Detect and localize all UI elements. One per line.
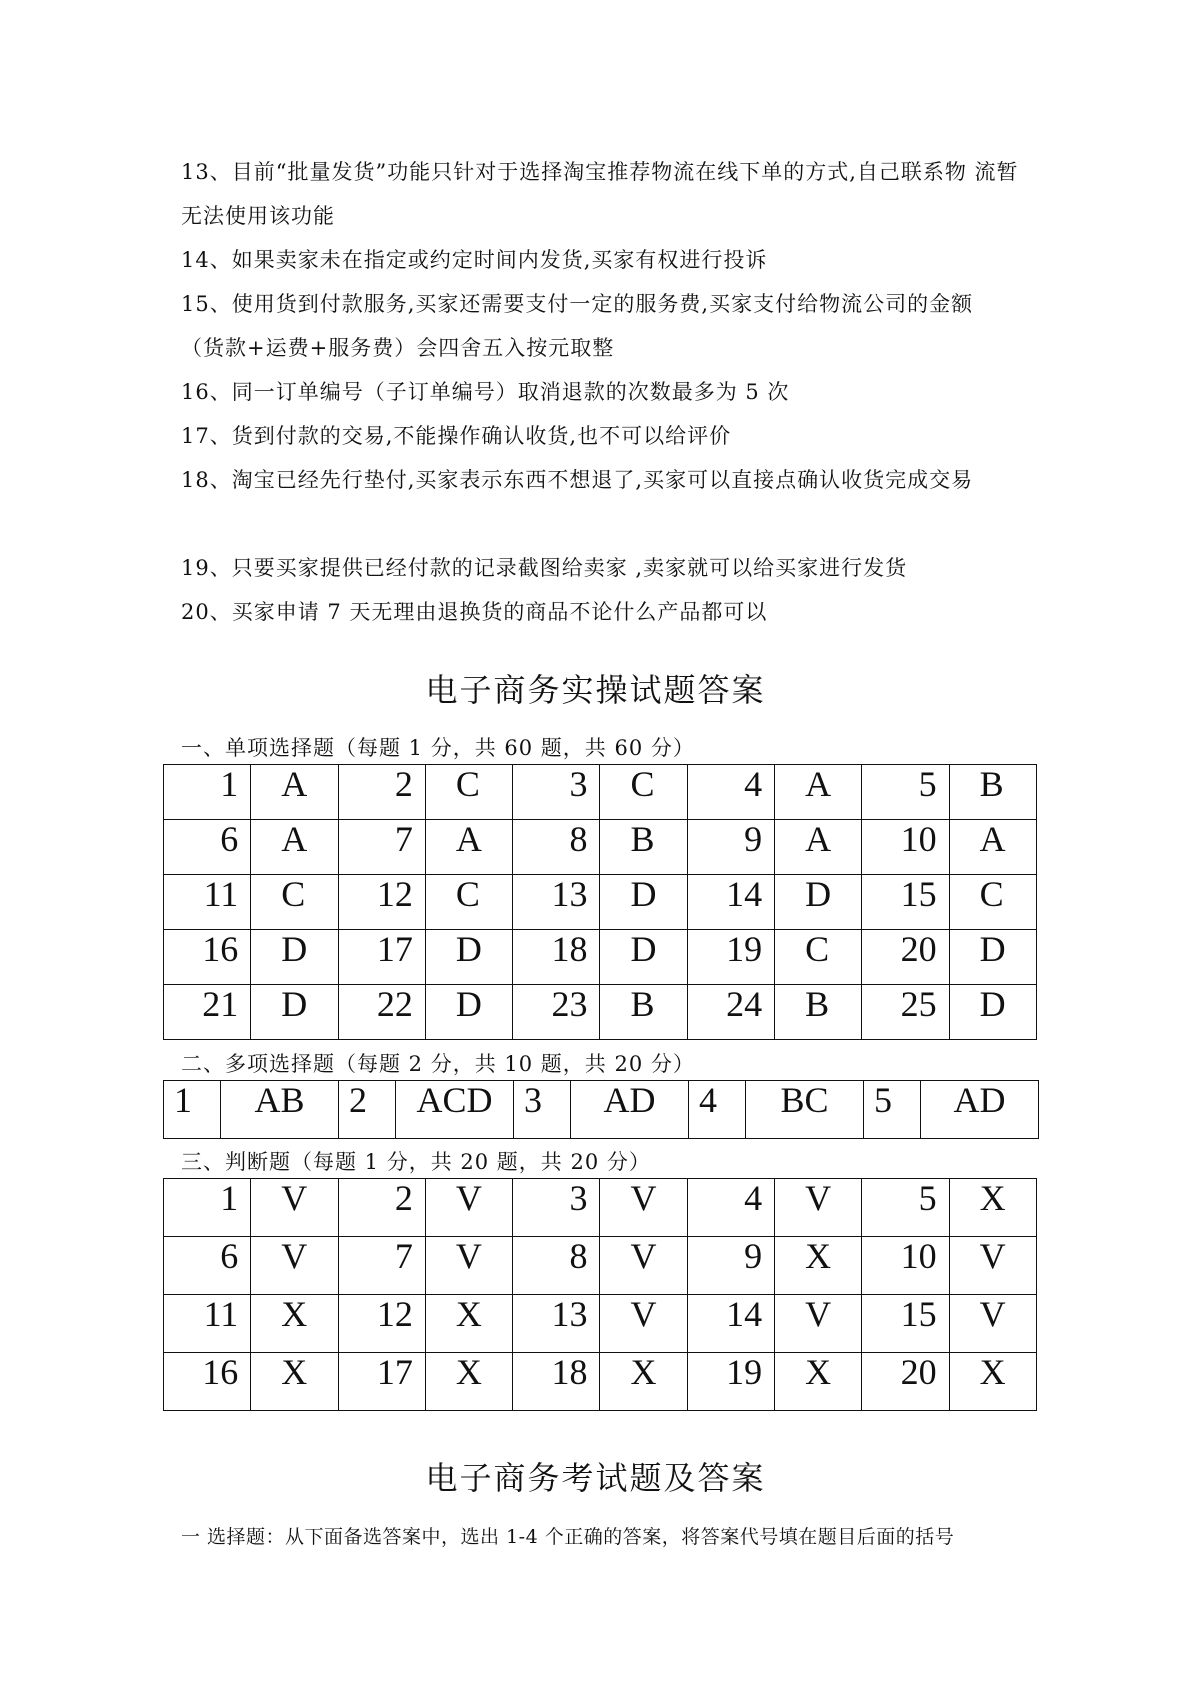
question-17: 17、货到付款的交易,不能操作确认收货,也不可以给评价 bbox=[181, 424, 732, 448]
answer-value: AD bbox=[921, 1081, 1039, 1139]
answer-value: A bbox=[425, 820, 512, 875]
question-number: 3 bbox=[513, 1179, 600, 1237]
answer-value: A bbox=[251, 820, 338, 875]
answer-value: X bbox=[251, 1295, 338, 1353]
answer-value: AD bbox=[571, 1081, 689, 1139]
question-number: 4 bbox=[687, 765, 774, 820]
answer-value: X bbox=[949, 1179, 1036, 1237]
answer-value: X bbox=[775, 1237, 862, 1295]
answer-value: X bbox=[600, 1353, 687, 1411]
answer-row bbox=[164, 1237, 1037, 1295]
answer-value: A bbox=[949, 820, 1036, 875]
answer-value: D bbox=[600, 930, 687, 985]
answer-value: X bbox=[425, 1295, 512, 1353]
question-number: 1 bbox=[164, 1081, 221, 1139]
question-number: 1 bbox=[164, 1179, 251, 1237]
question-19: 19、只要买家提供已经付款的记录截图给卖家 ,卖家就可以给买家进行发货 bbox=[181, 556, 908, 580]
answer-row bbox=[164, 765, 1037, 820]
question-number: 5 bbox=[862, 765, 949, 820]
question-number: 12 bbox=[338, 875, 425, 930]
question-number: 11 bbox=[164, 875, 251, 930]
answer-value: B bbox=[600, 820, 687, 875]
answer-row bbox=[164, 1353, 1037, 1411]
multiple-choice-answer-table bbox=[163, 1080, 1039, 1139]
true-false-heading: 三、判断题（每题 1 分，共 20 题，共 20 分） bbox=[181, 1150, 651, 1174]
question-number: 2 bbox=[338, 1179, 425, 1237]
answer-row bbox=[164, 820, 1037, 875]
answer-value: V bbox=[600, 1237, 687, 1295]
question-number: 18 bbox=[513, 930, 600, 985]
answer-value: V bbox=[425, 1179, 512, 1237]
single-choice-answer-table bbox=[163, 764, 1037, 1040]
answer-value: D bbox=[600, 875, 687, 930]
answer-value: V bbox=[600, 1295, 687, 1353]
question-number: 16 bbox=[164, 930, 251, 985]
answer-row bbox=[164, 1081, 1039, 1139]
answer-row bbox=[164, 1295, 1037, 1353]
question-number: 7 bbox=[338, 820, 425, 875]
answer-value: D bbox=[425, 930, 512, 985]
answer-value: D bbox=[251, 930, 338, 985]
answer-value: A bbox=[775, 765, 862, 820]
question-number: 6 bbox=[164, 820, 251, 875]
question-number: 1 bbox=[164, 765, 251, 820]
question-number: 2 bbox=[338, 765, 425, 820]
answer-value: C bbox=[425, 765, 512, 820]
question-number: 13 bbox=[513, 1295, 600, 1353]
question-number: 25 bbox=[862, 985, 949, 1040]
question-number: 21 bbox=[164, 985, 251, 1040]
answer-value: B bbox=[775, 985, 862, 1040]
question-number: 15 bbox=[862, 1295, 949, 1353]
answer-value: D bbox=[251, 985, 338, 1040]
answer-value: V bbox=[251, 1237, 338, 1295]
question-number: 3 bbox=[513, 765, 600, 820]
question-20: 20、买家申请 7 天无理由退换货的商品不论什么产品都可以 bbox=[181, 600, 768, 624]
answer-value: A bbox=[775, 820, 862, 875]
answer-value: V bbox=[775, 1179, 862, 1237]
answer-value: X bbox=[251, 1353, 338, 1411]
answer-value: V bbox=[425, 1237, 512, 1295]
single-choice-heading: 一、单项选择题（每题 1 分，共 60 题，共 60 分） bbox=[181, 736, 695, 760]
answer-value: V bbox=[600, 1179, 687, 1237]
answer-value: X bbox=[775, 1353, 862, 1411]
question-number: 5 bbox=[864, 1081, 921, 1139]
question-number: 19 bbox=[687, 1353, 774, 1411]
answer-value: V bbox=[949, 1295, 1036, 1353]
question-number: 12 bbox=[338, 1295, 425, 1353]
answer-row bbox=[164, 1179, 1037, 1237]
question-number: 10 bbox=[862, 820, 949, 875]
answer-value: AB bbox=[221, 1081, 339, 1139]
question-number: 9 bbox=[687, 820, 774, 875]
question-number: 7 bbox=[338, 1237, 425, 1295]
question-13: 13、目前“批量发货”功能只针对于选择淘宝推荐物流在线下单的方式,自己联系物 流暂无法使用该功能 bbox=[181, 160, 1019, 228]
question-number: 17 bbox=[338, 1353, 425, 1411]
question-number: 8 bbox=[513, 820, 600, 875]
answer-value: X bbox=[949, 1353, 1036, 1411]
question-number: 11 bbox=[164, 1295, 251, 1353]
answer-row bbox=[164, 875, 1037, 930]
exam-title: 电子商务考试题及答案 bbox=[425, 1459, 766, 1497]
question-number: 17 bbox=[338, 930, 425, 985]
answer-value: C bbox=[949, 875, 1036, 930]
answer-value: BC bbox=[746, 1081, 864, 1139]
question-number: 20 bbox=[862, 930, 949, 985]
answer-value: C bbox=[600, 765, 687, 820]
question-number: 22 bbox=[338, 985, 425, 1040]
question-number: 13 bbox=[513, 875, 600, 930]
answer-value: ACD bbox=[396, 1081, 514, 1139]
question-number: 6 bbox=[164, 1237, 251, 1295]
true-false-answer-table bbox=[163, 1178, 1037, 1411]
answer-value: B bbox=[949, 765, 1036, 820]
question-number: 5 bbox=[862, 1179, 949, 1237]
question-number: 19 bbox=[687, 930, 774, 985]
multiple-choice-heading: 二、多项选择题（每题 2 分，共 10 题，共 20 分） bbox=[181, 1052, 695, 1076]
answer-value: X bbox=[425, 1353, 512, 1411]
question-number: 2 bbox=[339, 1081, 396, 1139]
answer-row bbox=[164, 930, 1037, 985]
question-number: 24 bbox=[687, 985, 774, 1040]
answer-value: D bbox=[949, 985, 1036, 1040]
question-14: 14、如果卖家未在指定或约定时间内发货,买家有权进行投诉 bbox=[181, 248, 768, 272]
answer-value: V bbox=[949, 1237, 1036, 1295]
answer-title: 电子商务实操试题答案 bbox=[425, 671, 766, 709]
question-number: 18 bbox=[513, 1353, 600, 1411]
question-number: 9 bbox=[687, 1237, 774, 1295]
question-number: 16 bbox=[164, 1353, 251, 1411]
question-16: 16、同一订单编号（子订单编号）取消退款的次数最多为 5 次 bbox=[181, 380, 790, 404]
answer-value: C bbox=[251, 875, 338, 930]
question-number: 14 bbox=[687, 1295, 774, 1353]
question-number: 4 bbox=[687, 1179, 774, 1237]
question-number: 4 bbox=[689, 1081, 746, 1139]
question-number: 15 bbox=[862, 875, 949, 930]
answer-value: B bbox=[600, 985, 687, 1040]
answer-value: V bbox=[775, 1295, 862, 1353]
question-number: 23 bbox=[513, 985, 600, 1040]
exam-instructions: 一 选择题：从下面备选答案中，选出 1-4 个正确的答案，将答案代号填在题目后面的括号 bbox=[181, 1526, 955, 1548]
answer-value: C bbox=[775, 930, 862, 985]
answer-row bbox=[164, 985, 1037, 1040]
question-18: 18、淘宝已经先行垫付,买家表示东西不想退了,买家可以直接点确认收货完成交易 bbox=[181, 468, 974, 492]
answer-value: D bbox=[775, 875, 862, 930]
answer-value: D bbox=[949, 930, 1036, 985]
question-number: 14 bbox=[687, 875, 774, 930]
answer-value: A bbox=[251, 765, 338, 820]
question-15: 15、使用货到付款服务,买家还需要支付一定的服务费,买家支付给物流公司的金额 （货款+运费+服务费）会四舍五入按元取整 bbox=[181, 292, 974, 360]
answer-value: D bbox=[425, 985, 512, 1040]
answer-value: C bbox=[425, 875, 512, 930]
question-number: 10 bbox=[862, 1237, 949, 1295]
question-number: 8 bbox=[513, 1237, 600, 1295]
question-number: 3 bbox=[514, 1081, 571, 1139]
question-number: 20 bbox=[862, 1353, 949, 1411]
answer-value: V bbox=[251, 1179, 338, 1237]
